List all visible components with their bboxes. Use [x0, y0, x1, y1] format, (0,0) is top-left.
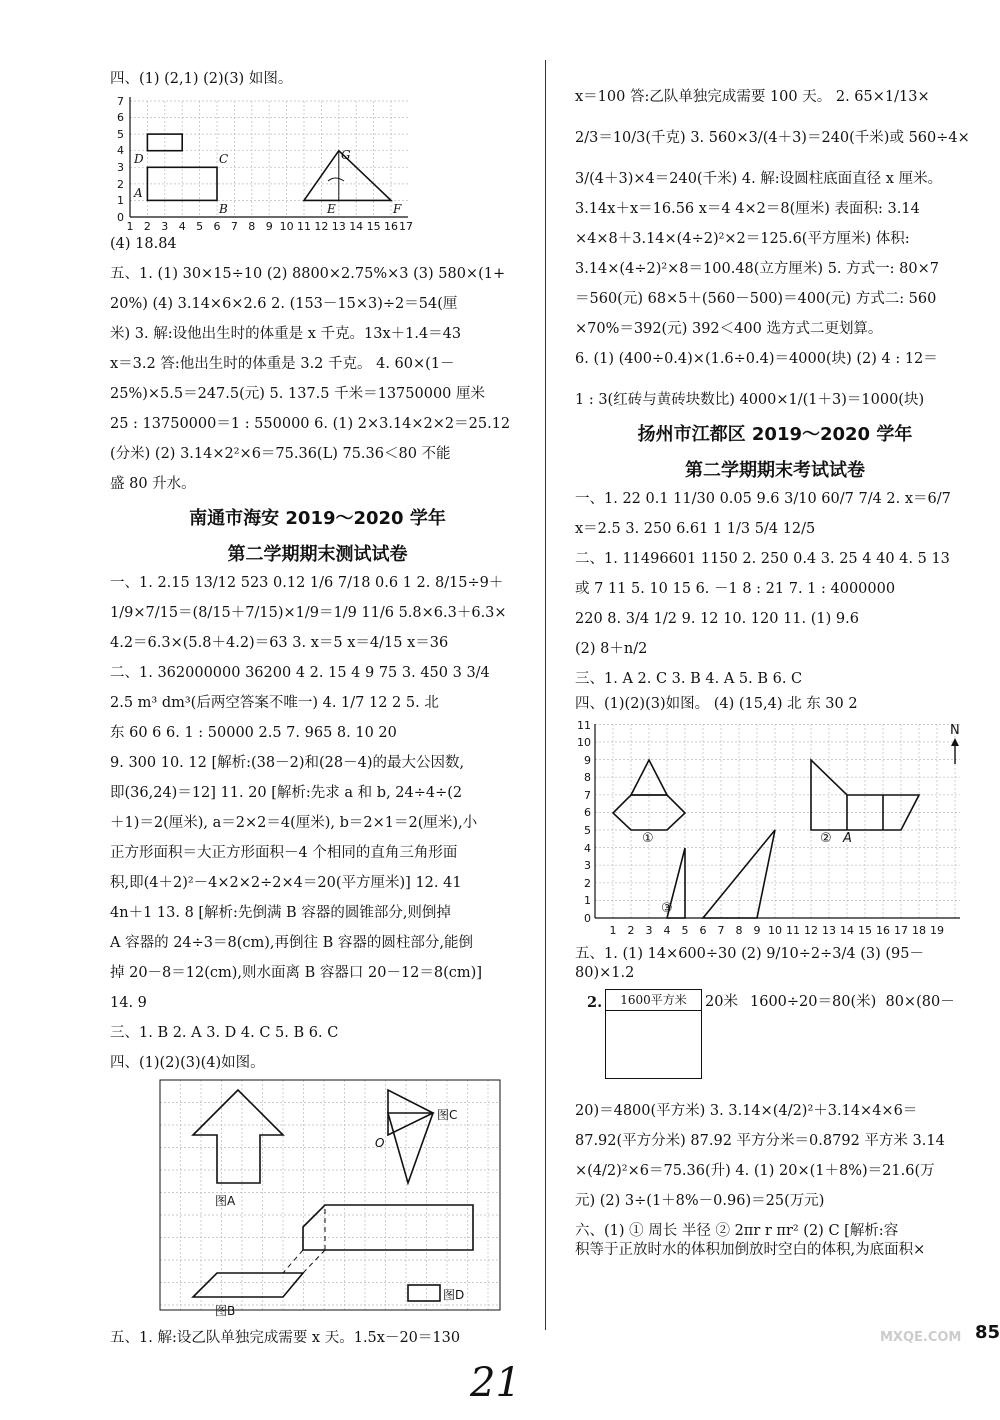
x-tick: 16: [384, 220, 398, 233]
answer-line: 25%)×5.5＝247.5(元) 5. 137.5 千米＝13750000 厘米: [110, 386, 486, 402]
answer-line: 五、1. 解:设乙队单独完成需要 x 天。1.5x－20＝130: [110, 1330, 461, 1346]
answer-line: 6. (1) (400÷0.4)×(1.6÷0.4)＝4000(块) (2) 4 : 12＝: [575, 351, 938, 367]
answer-line: 四、(1)(2)(3)如图。 (4) (15,4) 北 东 30 2: [575, 696, 858, 712]
point-label: A: [134, 186, 143, 200]
x-tick: 13: [822, 924, 836, 937]
answer-line: (分米) (2) 3.14×2²×6＝75.36(L) 75.36＜80 不能: [110, 446, 451, 462]
x-tick: 10: [768, 924, 782, 937]
section-subtitle: 第二学期期末测试试卷: [227, 544, 408, 565]
right-column: [575, 88, 975, 1260]
section-title: 南通市海安 2019～2020 学年: [189, 508, 446, 529]
x-tick: 12: [804, 924, 818, 937]
answer-line: 1 : 3(红砖与黄砖块数比) 4000×1/(1＋3)＝1000(块): [575, 392, 925, 408]
y-tick: 11: [577, 719, 591, 732]
figure-d: [408, 1285, 440, 1301]
rectangle-diagram-row: 2. 1600平方米 20米 1600÷20＝80(米) 80×(80－: [575, 989, 975, 1069]
answer-line: 五、1. (1) 14×600÷30 (2) 9/10÷2÷3/4 (3) (95－80)×1.2: [575, 946, 925, 981]
y-tick: 2: [117, 178, 124, 191]
x-tick: 11: [786, 924, 800, 937]
answer-line: ×4×8＋3.14×(4÷2)²×2＝125.6(平方厘米) 体积:: [575, 231, 910, 247]
section-subtitle: 第二学期期末考试试卷: [685, 460, 865, 481]
answer-line: 一、1. 2.15 13/12 523 0.12 1/6 7/18 0.6 1 2. 8/15÷9＋: [110, 575, 504, 591]
rectangle-box: [605, 989, 702, 1079]
answer-line: 14. 9: [110, 995, 147, 1011]
answer-line: 四、(1) (2,1) (2)(3) 如图。: [110, 71, 293, 87]
y-tick: 9: [584, 754, 591, 767]
y-tick: 1: [117, 194, 124, 207]
x-tick: 14: [840, 924, 854, 937]
x-tick: 16: [876, 924, 890, 937]
answer-line: 1/9×7/15＝(8/15＋7/15)×1/9＝1/9 11/6 5.8×6.3＋6.3×: [110, 605, 507, 621]
answer-line: 三、1. A 2. C 3. B 4. A 5. B 6. C: [575, 671, 803, 687]
answer-line: 盛 80 升水。: [110, 476, 196, 492]
point-label: D: [134, 152, 144, 166]
answer-line: 或 7 11 5. 10 15 6. －1 8 : 21 7. 1 : 4000000: [575, 581, 896, 597]
figure-b: [193, 1273, 303, 1297]
x-tick: 17: [894, 924, 908, 937]
answer-line: 米) 3. 解:设他出生时的体重是 x 千克。13x＋1.4＝43: [110, 326, 462, 342]
x-tick: 5: [196, 220, 204, 233]
answer-line: 2.5 m³ dm³(后两空答案不唯一) 4. 1/7 12 2 5. 北: [110, 695, 439, 711]
shape-label: ③: [661, 901, 673, 916]
x-tick: 4: [663, 924, 671, 937]
figure-label: 图C: [437, 1108, 458, 1122]
answer-line: 积等于正放时水的体积加倒放时空白的体积,为底面积×: [575, 1242, 926, 1258]
figure-label: 图D: [443, 1288, 465, 1302]
answer-line: 三、1. B 2. A 3. D 4. C 5. B 6. C: [110, 1025, 339, 1041]
y-tick: 2: [584, 877, 591, 890]
x-tick: 7: [717, 924, 725, 937]
x-tick: 8: [248, 220, 256, 233]
y-tick: 10: [577, 736, 591, 749]
answer-line: 9. 300 10. 12 [解析:(38－2)和(28－4)的最大公因数,: [110, 755, 465, 771]
answer-line: (4) 18.84: [110, 236, 177, 252]
answer-line: 一、1. 22 0.1 11/30 0.05 9.6 3/10 60/7 7/4 2. x＝6/7: [575, 491, 951, 507]
point-label: A: [843, 831, 852, 846]
watermark: MXQE.COM: [880, 1330, 962, 1345]
y-tick: 3: [117, 161, 124, 174]
coordinate-graph-1: [110, 91, 413, 233]
answer-line: 东 60 6 6. 1 : 50000 2.5 7. 965 8. 10 20: [110, 725, 397, 741]
x-tick: 2: [627, 924, 635, 937]
x-tick: 3: [645, 924, 653, 937]
y-tick: 0: [584, 912, 591, 925]
answer-line: ＋1)＝2(厘米), a＝2×2＝4(厘米), b＝2×1＝2(厘米),小: [110, 815, 478, 831]
answer-line: 87.92(平方分米) 87.92 平方分米＝0.8792 平方米 3.14: [575, 1133, 945, 1149]
section-title: 扬州市江都区 2019～2020 学年: [637, 424, 913, 445]
x-tick: 12: [314, 220, 329, 233]
x-tick: 10: [279, 220, 294, 233]
y-tick: 7: [117, 95, 124, 108]
answer-line: 掉 20－8＝12(cm),则水面离 B 容器口 20－12＝8(cm)]: [110, 965, 482, 981]
box-side-label: 20米: [705, 994, 738, 1010]
y-tick: 6: [117, 111, 124, 124]
figure-label: 图B: [215, 1304, 236, 1318]
x-tick: 14: [349, 220, 364, 233]
x-tick: 15: [858, 924, 872, 937]
y-tick: 5: [584, 824, 591, 837]
answer-line: 4n＋1 13. 8 [解析:先倒满 B 容器的圆锥部分,则倒掉: [110, 905, 451, 921]
x-tick: 8: [735, 924, 743, 937]
x-tick: 9: [265, 220, 273, 233]
x-tick: 9: [753, 924, 761, 937]
x-tick: 4: [178, 220, 186, 233]
answer-line: x＝2.5 3. 250 6.61 1 1/3 5/4 12/5: [575, 521, 816, 537]
answer-line: x＝100 答:乙队单独完成需要 100 天。 2. 65×1/13×: [575, 89, 930, 105]
answer-line: 即(36,24)＝12] 11. 20 [解析:先求 a 和 b, 24÷4÷(2: [110, 785, 463, 801]
answer-line: 3.14x＋x＝16.56 x＝4 4×2＝8(厘米) 表面积: 3.14: [575, 201, 920, 217]
point-label: G: [341, 148, 351, 162]
coordinate-graph-3: [575, 716, 970, 941]
x-tick: 1: [126, 220, 134, 233]
x-tick: 3: [161, 220, 169, 233]
x-tick: 17: [399, 220, 413, 233]
y-tick: 1: [584, 894, 591, 907]
answer-line: ×70%＝392(元) 392＜400 选方式二更划算。: [575, 321, 883, 337]
answer-line: 六、(1) ① 周长 半径 ② 2πr r πr² (2) C [解析:容: [575, 1223, 899, 1239]
answer-line: 四、(1)(2)(3)(4)如图。: [110, 1055, 265, 1071]
y-tick: 4: [117, 144, 124, 157]
column-divider: [545, 60, 546, 1330]
y-tick: 8: [584, 771, 591, 784]
answer-line: 3/(4＋3)×4＝240(千米) 4. 解:设圆柱底面直径 x 厘米。: [575, 171, 943, 187]
x-tick: 11: [297, 220, 311, 233]
x-tick: 19: [930, 924, 944, 937]
answer-line: 积,即(4＋2)²－4×2×2÷2×4＝20(平方厘米)] 12. 41: [110, 875, 462, 891]
x-tick: 15: [366, 220, 381, 233]
answer-line: x＝3.2 答:他出生时的体重是 3.2 千克。 4. 60×(1－: [110, 356, 455, 372]
answer-line: 220 8. 3/4 1/2 9. 12 10. 120 11. (1) 9.6: [575, 611, 859, 627]
x-tick: 18: [912, 924, 926, 937]
x-tick: 5: [681, 924, 689, 937]
y-tick: 5: [117, 128, 124, 141]
transformation-graph: [155, 1075, 515, 1325]
handwritten-number: 21: [470, 1360, 521, 1406]
answer-line: 20)＝4800(平方米) 3. 3.14×(4/2)²＋3.14×4×6＝: [575, 1103, 918, 1119]
answer-line: ×(4/2)²×6＝75.36(升) 4. (1) 20×(1＋8%)＝21.6(万: [575, 1163, 935, 1179]
answer-line: 3.14×(4÷2)²×8＝100.48(立方厘米) 5. 方式一: 80×7: [575, 261, 939, 277]
answer-line: 20%) (4) 3.14×6×2.6 2. (153－15×3)÷2＝54(厘: [110, 296, 458, 312]
shape-label: ②: [820, 831, 832, 846]
answer-line: 25 : 13750000＝1 : 550000 6. (1) 2×3.14×2×2＝25.12: [110, 416, 511, 432]
box-label: 1600平方米: [606, 990, 701, 1011]
y-tick: 3: [584, 859, 591, 872]
point-label: O: [375, 1136, 385, 1150]
y-tick: 6: [584, 806, 591, 819]
page-number: 85: [974, 1322, 1000, 1343]
left-column: [110, 70, 525, 1348]
x-tick: 6: [699, 924, 707, 937]
answer-line: 4.2＝6.3×(5.8＋4.2)＝63 3. x＝5 x＝4/15 x＝36: [110, 635, 449, 651]
x-tick: 2: [143, 220, 151, 233]
answer-line: 二、1. 11496601 1150 2. 250 0.4 3. 25 4 40 4. 5 13: [575, 551, 950, 567]
y-tick: 7: [584, 789, 591, 802]
answer-line: 正方形面积＝大正方形面积－4 个相同的直角三角形面: [110, 845, 458, 861]
answer-line: 2/3＝10/3(千克) 3. 560×3/(4＋3)＝240(千米)或 560÷4×: [575, 130, 970, 146]
answer-line: 二、1. 362000000 36200 4 2. 15 4 9 75 3. 450 3 3/4: [110, 665, 490, 681]
figure-rectangle: [303, 1205, 473, 1250]
x-tick: 7: [230, 220, 238, 233]
point-label: B: [219, 202, 228, 216]
point-label: F: [393, 202, 402, 216]
x-tick: 13: [331, 220, 346, 233]
point-label: C: [219, 152, 229, 166]
answer-line: ＝560(元) 68×5＋(560－500)＝400(元) 方式二: 560: [575, 291, 937, 307]
y-tick: 4: [584, 842, 591, 855]
answer-line: 元) (2) 3÷(1＋8%－0.96)＝25(万元): [575, 1193, 825, 1209]
y-tick: 0: [117, 211, 124, 224]
answer-line: A 容器的 24÷3＝8(cm),再倒往 B 容器的圆柱部分,能倒: [110, 935, 474, 951]
answer-line: (2) 8＋n/2: [575, 641, 648, 657]
shape-label: ①: [642, 831, 654, 846]
figure-label: 图A: [215, 1194, 236, 1208]
point-label: E: [327, 202, 336, 216]
x-tick: 6: [213, 220, 221, 233]
answer-line: 五、1. (1) 30×15÷10 (2) 8800×2.75%×3 (3) 580×(1+: [110, 266, 506, 282]
north-label: N: [950, 723, 960, 738]
x-tick: 1: [609, 924, 617, 937]
figure-arrow: [193, 1090, 283, 1183]
